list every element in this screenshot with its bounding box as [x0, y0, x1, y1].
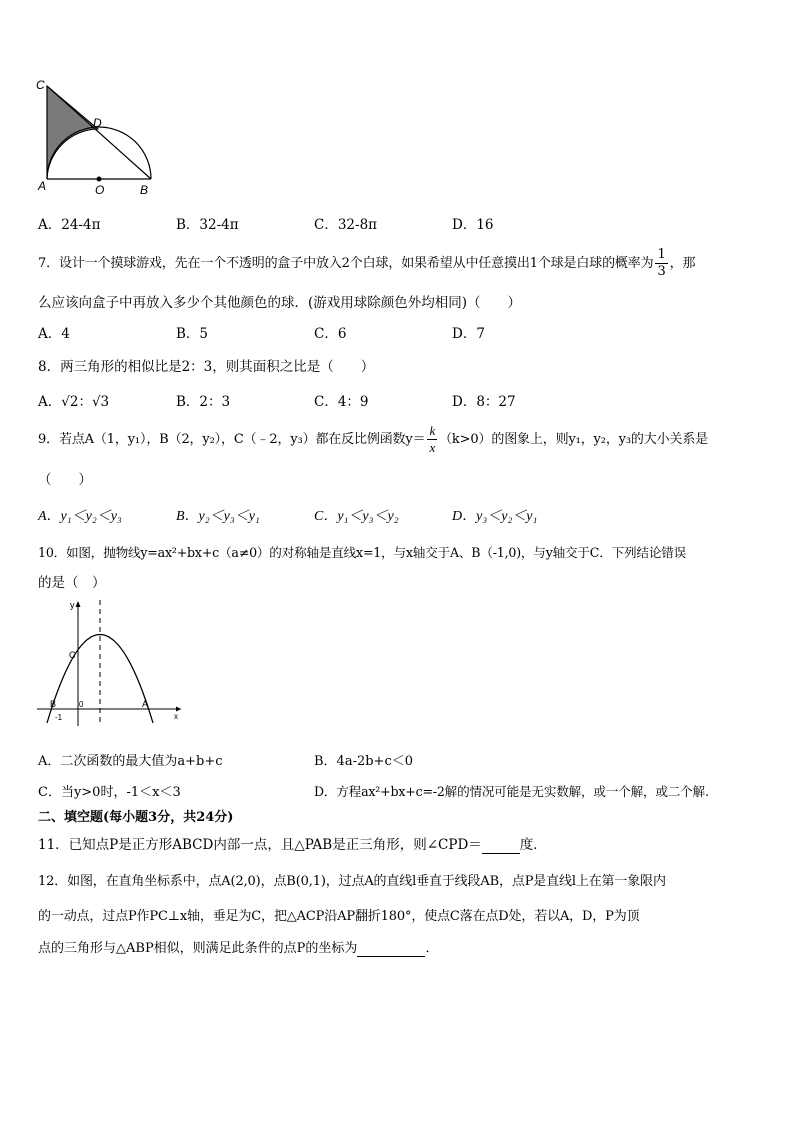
q7-fraction [655, 247, 667, 280]
q9-text-a: 9．若点A（1，y₁），B（2，y₂），C（﹣2，y₃）都在反比例函数y＝ [38, 432, 426, 447]
q10-option-d[interactable]: D．方程ax²+bx+c=-2解的情况可能是无实数解，或一个解，或二个解. [314, 784, 709, 799]
q9-option-d[interactable]: D．y₃＜y₂＜y₁ [452, 509, 538, 524]
q7-line1 [38, 247, 695, 280]
q9-frac-den: x [429, 440, 436, 455]
q8-option-a[interactable]: A．√2：√3 [38, 394, 110, 410]
q10-option-b[interactable]: B．4a-2b+c＜0 [314, 754, 414, 769]
q7-option-d[interactable]: D．7 [452, 326, 485, 342]
q6-option-d[interactable]: D．16 [452, 217, 494, 233]
q7-option-c[interactable]: C．6 [314, 326, 347, 342]
label-c: C [69, 650, 76, 660]
q11-text-a: 11．已知点P是正方形ABCD内部一点，且△PAB是正三角形，则∠CPD＝ [38, 837, 482, 853]
q7-text-b: ，那 [669, 256, 696, 271]
label-origin: 0 [79, 700, 84, 709]
q7-text-a: 7．设计一个摸球游戏，先在一个不透明的盒子中放入2个白球，如果希望从中任意摸出1个球是白球的概率为 [38, 256, 654, 271]
q10-line1: 10．如图，抛物线y=ax²+bx+c（a≠0）的对称轴是直线x=1，与x轴交于A、B（-1,0)，与y轴交于C．下列结论错误 [38, 545, 686, 560]
q10-option-c[interactable]: C．当y>0时，-1＜x＜3 [38, 785, 181, 800]
q9-option-c[interactable]: C．y₁＜y₃＜y₂ [314, 509, 399, 524]
q12-line3-end: ． [425, 941, 439, 956]
q10-line2: 的是（ ） [38, 575, 106, 591]
q9-option-b[interactable]: B．y₂＜y₃＜y₁ [176, 509, 260, 524]
q9-option-a[interactable]: A．y₁＜y₂＜y₃ [38, 509, 122, 524]
q7-option-b[interactable]: B．5 [176, 326, 209, 342]
label-y: y [70, 600, 75, 610]
label-a: A [38, 179, 47, 193]
label-neg1: -1 [55, 713, 63, 722]
q9-line1 [38, 423, 708, 456]
q7-option-a[interactable]: A．4 [38, 326, 70, 342]
q12-line3 [38, 937, 438, 957]
label-d: D [93, 116, 102, 130]
label-c: C [36, 78, 45, 92]
q10-option-a[interactable]: A．二次函数的最大值为a+b+c [38, 754, 223, 769]
q6-option-c[interactable]: C．32-8π [314, 217, 378, 233]
q9-line2: （ ） [38, 472, 92, 488]
q8-option-d[interactable]: D．8：27 [452, 394, 516, 410]
label-o: O [95, 183, 105, 197]
q9-fraction [427, 423, 437, 456]
label-b: B [50, 699, 57, 709]
q7-frac-den: 3 [657, 264, 666, 279]
q7-line2: 么应该向盒子中再放入多少个其他颜色的球．(游戏用球除颜色外均相同)（ ） [38, 295, 522, 311]
q9-frac-num: k [429, 423, 436, 438]
center-point-o [97, 177, 102, 182]
y-axis-arrow [76, 601, 81, 607]
q12-line2: 的一动点，过点P作PC⊥x轴，垂足为C，把△ACP沿AP翻折180°，使点C落在点D处，若以A，D，P为顶 [38, 909, 640, 924]
q11-answer-blank[interactable] [482, 837, 520, 854]
q7-frac-num: 1 [657, 247, 666, 262]
section-title-fill-in: 二、填空题(每小题3分，共24分) [38, 810, 234, 825]
label-a: A [142, 699, 149, 709]
q8-option-c[interactable]: C．4：9 [314, 394, 369, 410]
x-axis-arrow [176, 707, 181, 712]
q6-option-b[interactable]: B．32-4π [176, 217, 239, 233]
q6-option-a[interactable]: A．24-4π [38, 217, 101, 233]
q11-text-b: 度． [519, 837, 547, 853]
q8-option-b[interactable]: B．2：3 [176, 394, 231, 410]
label-b: B [140, 183, 149, 197]
q6-figure [30, 75, 160, 200]
q12-line1: 12．如图，在直角坐标系中，点A(2,0)，点B(0,1)，过点A的直线l垂直于线段AB，点P是直线l上在第一象限内 [38, 874, 666, 889]
label-x: x [174, 712, 178, 721]
q12-line3-text: 点的三角形与△ABP相似，则满足此条件的点P的坐标为 [38, 941, 358, 956]
q11-stem [38, 833, 547, 854]
q12-answer-blank[interactable] [357, 941, 425, 957]
q9-text-b: （k>0）的图象上，则y₁，y₂，y₃的大小关系是 [439, 432, 709, 447]
shaded-region [47, 86, 98, 179]
q10-parabola-figure [35, 598, 185, 728]
q8-stem: 8．两三角形的相似比是2：3，则其面积之比是（ ） [38, 359, 375, 375]
